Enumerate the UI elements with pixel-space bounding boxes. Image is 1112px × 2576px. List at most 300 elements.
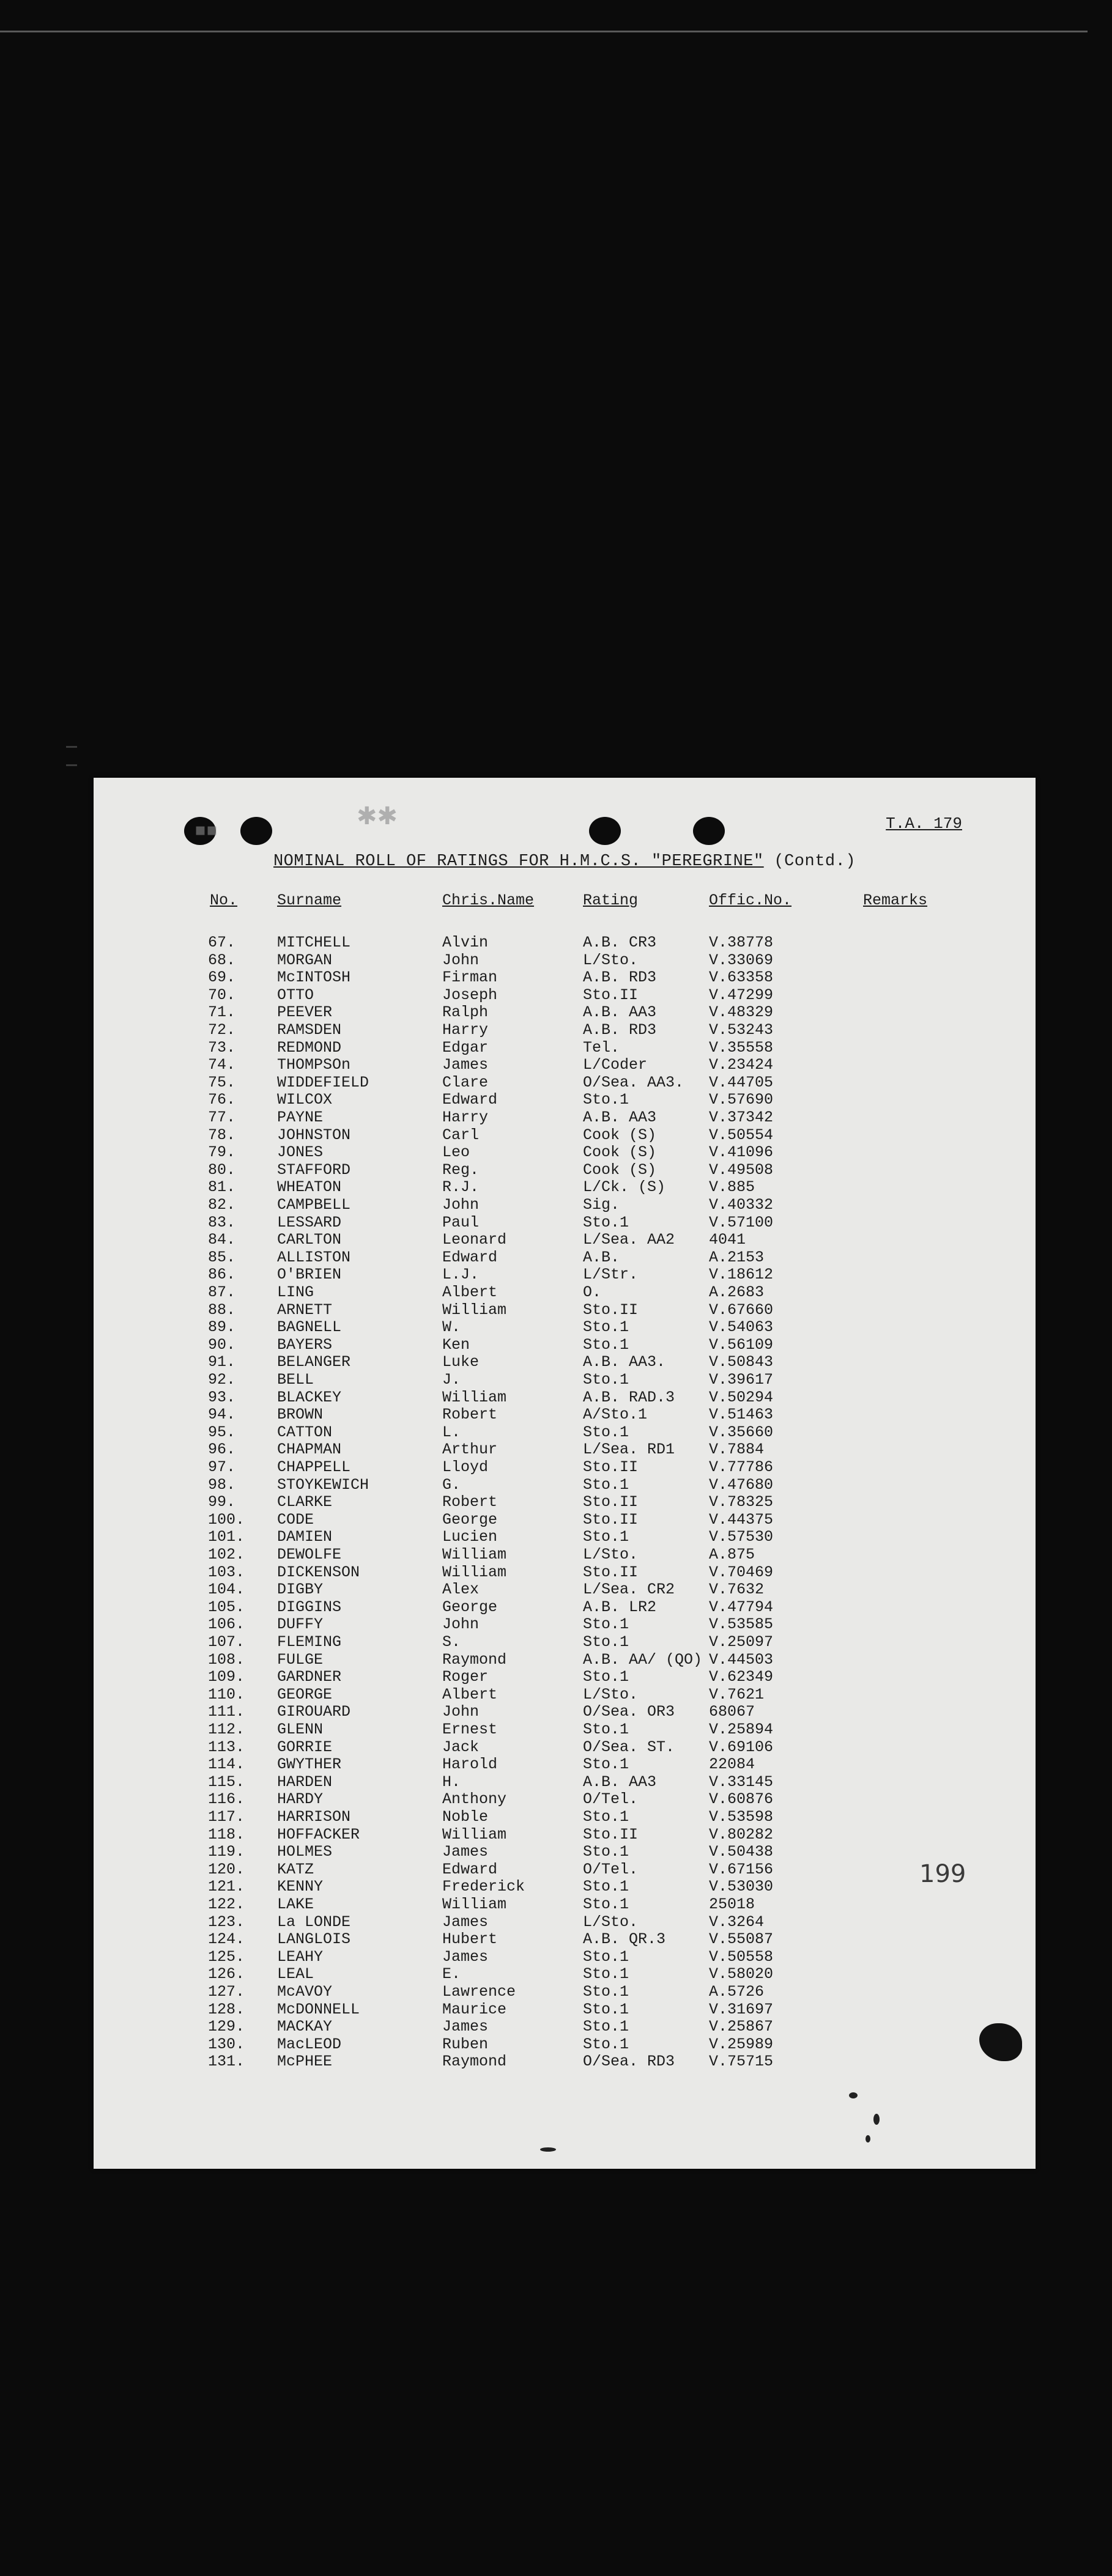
- row-chris-name: Frederick: [442, 1878, 525, 1896]
- row-number: 127.: [208, 1983, 245, 2001]
- row-offic-no: V.50294: [709, 1388, 774, 1406]
- row-chris-name: Edward: [442, 1091, 498, 1109]
- row-chris-name: William: [442, 1563, 507, 1581]
- row-chris-name: John: [442, 951, 480, 969]
- row-surname: DIGGINS: [277, 1598, 342, 1616]
- row-rating: A.B. RAD.3: [583, 1388, 675, 1406]
- row-offic-no: V.78325: [709, 1493, 774, 1511]
- row-surname: MITCHELL: [277, 934, 351, 951]
- faded-stamp-mark: ✱✱: [357, 802, 398, 830]
- table-row: [94, 1178, 1036, 1195]
- row-surname: CATTON: [277, 1423, 333, 1441]
- column-header-remarks: Remarks: [863, 891, 928, 909]
- row-rating: L/Sea. CR2: [583, 1581, 675, 1599]
- row-chris-name: R.J.: [442, 1178, 480, 1197]
- row-number: 129.: [208, 2018, 245, 2036]
- row-surname: DIGBY: [277, 1581, 324, 1599]
- row-offic-no: V.885: [709, 1178, 755, 1197]
- row-number: 114.: [208, 1755, 245, 1774]
- table-row: [94, 1703, 1036, 1720]
- table-row: [94, 969, 1036, 986]
- row-offic-no: V.75715: [709, 2053, 774, 2071]
- row-rating: L/Str.: [583, 1266, 639, 1284]
- row-surname: HARDY: [277, 1790, 324, 1809]
- row-chris-name: Raymond: [442, 2053, 507, 2071]
- row-number: 103.: [208, 1563, 245, 1581]
- row-surname: GWYTHER: [277, 1755, 342, 1774]
- row-rating: A.B. AA3.: [583, 1353, 666, 1371]
- row-offic-no: V.70469: [709, 1563, 774, 1581]
- row-surname: MacLEOD: [277, 2035, 342, 2053]
- row-offic-no: V.50558: [709, 1947, 774, 1966]
- row-offic-no: V.67660: [709, 1301, 774, 1319]
- row-surname: McDONNELL: [277, 2000, 360, 2018]
- row-offic-no: V.35558: [709, 1038, 774, 1057]
- row-offic-no: V.47680: [709, 1475, 774, 1494]
- row-chris-name: L.J.: [442, 1266, 480, 1284]
- row-surname: OTTO: [277, 986, 314, 1004]
- table-row: [94, 1283, 1036, 1301]
- row-number: 77.: [208, 1109, 236, 1126]
- row-chris-name: John: [442, 1703, 480, 1721]
- table-row: [94, 1406, 1036, 1423]
- table-row: [94, 1301, 1036, 1318]
- row-number: 92.: [208, 1371, 236, 1389]
- table-row: [94, 1458, 1036, 1475]
- row-number: 112.: [208, 1721, 245, 1738]
- row-number: 82.: [208, 1196, 236, 1214]
- row-surname: O'BRIEN: [277, 1266, 342, 1284]
- row-number: 109.: [208, 1668, 245, 1686]
- row-chris-name: Ernest: [442, 1721, 498, 1738]
- scan-edge-mark: [66, 746, 77, 748]
- row-offic-no: V.62349: [709, 1668, 774, 1686]
- row-surname: STAFFORD: [277, 1161, 351, 1179]
- row-number: 101.: [208, 1528, 245, 1546]
- row-offic-no: V.7621: [709, 1685, 765, 1703]
- row-offic-no: V.47299: [709, 986, 774, 1004]
- row-chris-name: Lucien: [442, 1528, 498, 1546]
- row-offic-no: V.55087: [709, 1930, 774, 1949]
- row-rating: Sto.1: [583, 1843, 629, 1861]
- table-row: [94, 1214, 1036, 1231]
- table-row: [94, 986, 1036, 1003]
- row-number: 120.: [208, 1860, 245, 1878]
- row-rating: O/Tel.: [583, 1860, 639, 1878]
- table-row: [94, 1266, 1036, 1283]
- row-offic-no: A.5726: [709, 1983, 765, 2001]
- table-row: [94, 1126, 1036, 1143]
- row-offic-no: V.63358: [709, 969, 774, 987]
- row-offic-no: A.875: [709, 1546, 755, 1563]
- row-chris-name: Noble: [442, 1808, 489, 1826]
- row-number: 69.: [208, 969, 236, 987]
- row-surname: BELANGER: [277, 1353, 351, 1371]
- row-number: 106.: [208, 1615, 245, 1634]
- table-row: [94, 1668, 1036, 1685]
- row-rating: A.B.: [583, 1248, 620, 1266]
- row-number: 85.: [208, 1248, 236, 1266]
- row-chris-name: W.: [442, 1318, 461, 1337]
- row-rating: Sto.1: [583, 1475, 629, 1494]
- row-rating: O/Sea. OR3: [583, 1703, 675, 1721]
- row-chris-name: Arthur: [442, 1441, 498, 1459]
- row-offic-no: V.50843: [709, 1353, 774, 1371]
- row-rating: O/Sea. AA3.: [583, 1073, 684, 1091]
- row-surname: WIDDEFIELD: [277, 1073, 369, 1091]
- row-surname: LAKE: [277, 1895, 314, 1913]
- table-row: [94, 2053, 1036, 2070]
- row-rating: Sto.II: [583, 986, 639, 1004]
- row-offic-no: V.49508: [709, 1161, 774, 1179]
- row-surname: WHEATON: [277, 1178, 342, 1197]
- row-chris-name: Edward: [442, 1860, 498, 1878]
- row-rating: Cook (S): [583, 1161, 657, 1179]
- row-number: 126.: [208, 1965, 245, 1984]
- table-row: [94, 1091, 1036, 1108]
- row-surname: La LONDE: [277, 1913, 351, 1931]
- row-rating: Sto.1: [583, 1423, 629, 1441]
- table-row: [94, 1476, 1036, 1493]
- row-surname: LANGLOIS: [277, 1930, 351, 1949]
- row-surname: McAVOY: [277, 1983, 333, 2001]
- row-chris-name: Robert: [442, 1406, 498, 1424]
- row-chris-name: Reg.: [442, 1161, 480, 1179]
- table-row: [94, 1353, 1036, 1370]
- table-row: [94, 1930, 1036, 1947]
- row-rating: A.B. CR3: [583, 934, 657, 951]
- row-chris-name: Ken: [442, 1335, 470, 1354]
- row-offic-no: 4041: [709, 1231, 746, 1249]
- row-rating: L/Sto.: [583, 1913, 639, 1931]
- punch-hole: [589, 817, 621, 845]
- row-number: 102.: [208, 1546, 245, 1563]
- row-chris-name: J.: [442, 1371, 461, 1389]
- row-rating: O/Tel.: [583, 1790, 639, 1809]
- row-surname: MACKAY: [277, 2018, 333, 2036]
- row-chris-name: Roger: [442, 1668, 489, 1686]
- table-row: [94, 1686, 1036, 1703]
- row-surname: McINTOSH: [277, 969, 351, 987]
- row-chris-name: Alex: [442, 1581, 480, 1599]
- row-surname: FLEMING: [277, 1633, 342, 1651]
- row-number: 88.: [208, 1301, 236, 1319]
- row-chris-name: William: [442, 1388, 507, 1406]
- row-rating: L/Ck. (S): [583, 1178, 666, 1197]
- table-row: [94, 1318, 1036, 1335]
- row-rating: Sto.1: [583, 1878, 629, 1896]
- row-chris-name: G.: [442, 1475, 461, 1494]
- row-offic-no: V.69106: [709, 1738, 774, 1756]
- column-header-surname: Surname: [277, 891, 342, 909]
- row-chris-name: Ruben: [442, 2035, 489, 2053]
- row-number: 68.: [208, 951, 236, 969]
- row-rating: L/Sea. AA2: [583, 1231, 675, 1249]
- row-rating: Sto.1: [583, 1668, 629, 1686]
- row-rating: A/Sto.1: [583, 1406, 648, 1424]
- table-row: [94, 1563, 1036, 1581]
- row-number: 90.: [208, 1335, 236, 1354]
- row-rating: Sto.1: [583, 1755, 629, 1774]
- row-chris-name: John: [442, 1615, 480, 1634]
- row-rating: O/Sea. ST.: [583, 1738, 675, 1756]
- row-surname: BROWN: [277, 1406, 324, 1424]
- table-row: [94, 1790, 1036, 1807]
- row-surname: DEWOLFE: [277, 1546, 342, 1563]
- row-offic-no: V.33145: [709, 1773, 774, 1791]
- row-offic-no: V.40332: [709, 1196, 774, 1214]
- table-row: [94, 1843, 1036, 1860]
- row-offic-no: V.47794: [709, 1598, 774, 1616]
- row-surname: HARDEN: [277, 1773, 333, 1791]
- row-offic-no: V.53585: [709, 1615, 774, 1634]
- row-surname: CARLTON: [277, 1231, 342, 1249]
- row-surname: THOMPSOn: [277, 1056, 351, 1074]
- row-number: 122.: [208, 1895, 245, 1913]
- row-number: 107.: [208, 1633, 245, 1651]
- row-offic-no: A.2683: [709, 1283, 765, 1301]
- row-offic-no: V.44375: [709, 1510, 774, 1529]
- row-offic-no: 68067: [709, 1703, 755, 1721]
- row-chris-name: William: [442, 1546, 507, 1563]
- row-surname: HOLMES: [277, 1843, 333, 1861]
- row-number: 130.: [208, 2035, 245, 2053]
- row-number: 71.: [208, 1003, 236, 1022]
- row-offic-no: V.25989: [709, 2035, 774, 2053]
- table-row: [94, 1808, 1036, 1825]
- row-number: 98.: [208, 1475, 236, 1494]
- row-number: 115.: [208, 1773, 245, 1791]
- row-surname: JOHNSTON: [277, 1126, 351, 1144]
- row-rating: A.B. AA3: [583, 1109, 657, 1126]
- row-chris-name: Carl: [442, 1126, 480, 1144]
- row-surname: PAYNE: [277, 1109, 324, 1126]
- row-chris-name: Leo: [442, 1143, 470, 1162]
- row-number: 110.: [208, 1685, 245, 1703]
- row-rating: Sto.II: [583, 1510, 639, 1529]
- title-suffix: (Contd.): [763, 852, 856, 871]
- row-rating: Cook (S): [583, 1126, 657, 1144]
- row-offic-no: V.77786: [709, 1458, 774, 1476]
- row-surname: McPHEE: [277, 2053, 333, 2071]
- row-rating: L/Sto.: [583, 1685, 639, 1703]
- row-rating: Tel.: [583, 1038, 620, 1057]
- row-rating: A.B. RD3: [583, 1021, 657, 1039]
- row-offic-no: V.58020: [709, 1965, 774, 1984]
- row-offic-no: V.56109: [709, 1335, 774, 1354]
- table-row: [94, 1109, 1036, 1126]
- row-number: 128.: [208, 2000, 245, 2018]
- row-number: 108.: [208, 1650, 245, 1669]
- table-row: [94, 1598, 1036, 1615]
- row-offic-no: V.31697: [709, 2000, 774, 2018]
- ink-speck: [540, 2147, 556, 2152]
- row-number: 70.: [208, 986, 236, 1004]
- row-rating: Sto.1: [583, 1335, 629, 1354]
- row-chris-name: George: [442, 1598, 498, 1616]
- row-number: 87.: [208, 1283, 236, 1301]
- table-row: [94, 1423, 1036, 1441]
- row-number: 95.: [208, 1423, 236, 1441]
- row-surname: GORRIE: [277, 1738, 333, 1756]
- row-chris-name: James: [442, 1913, 489, 1931]
- row-chris-name: George: [442, 1510, 498, 1529]
- row-chris-name: Clare: [442, 1073, 489, 1091]
- row-surname: STOYKEWICH: [277, 1475, 369, 1494]
- row-number: 81.: [208, 1178, 236, 1197]
- page-title: [94, 852, 1036, 871]
- table-row: [94, 1826, 1036, 1843]
- row-chris-name: Ralph: [442, 1003, 489, 1022]
- row-surname: ALLISTON: [277, 1248, 351, 1266]
- row-number: 96.: [208, 1441, 236, 1459]
- table-row: [94, 1249, 1036, 1266]
- row-number: 72.: [208, 1021, 236, 1039]
- row-offic-no: V.25867: [709, 2018, 774, 2036]
- table-row: [94, 1143, 1036, 1161]
- table-row: [94, 1913, 1036, 1930]
- row-rating: A.B. LR2: [583, 1598, 657, 1616]
- row-chris-name: Robert: [442, 1493, 498, 1511]
- row-rating: Sto.II: [583, 1493, 639, 1511]
- row-rating: Sto.1: [583, 1721, 629, 1738]
- row-surname: RAMSDEN: [277, 1021, 342, 1039]
- faded-stamp-mark: ▪▪: [195, 819, 218, 840]
- title-text: NOMINAL ROLL OF RATINGS FOR H.M.C.S. "PEREGRINE": [273, 852, 764, 871]
- row-offic-no: V.25097: [709, 1633, 774, 1651]
- row-rating: L/Sea. RD1: [583, 1441, 675, 1459]
- row-surname: WILCOX: [277, 1091, 333, 1109]
- table-row: [94, 1196, 1036, 1213]
- row-rating: O.: [583, 1283, 602, 1301]
- row-chris-name: Albert: [442, 1685, 498, 1703]
- row-offic-no: V.53598: [709, 1808, 774, 1826]
- row-rating: Sto.1: [583, 1633, 629, 1651]
- row-offic-no: V.60876: [709, 1790, 774, 1809]
- table-row: [94, 1371, 1036, 1388]
- ink-speck: [866, 2135, 870, 2142]
- row-number: 83.: [208, 1213, 236, 1231]
- row-rating: Sto.1: [583, 1808, 629, 1826]
- row-surname: PEEVER: [277, 1003, 333, 1022]
- row-offic-no: V.7632: [709, 1581, 765, 1599]
- row-offic-no: V.35660: [709, 1423, 774, 1441]
- column-header-offic-no: Offic.No.: [709, 891, 792, 909]
- row-number: 67.: [208, 934, 236, 951]
- column-header-chris-name: Chris.Name: [442, 891, 535, 909]
- row-rating: Cook (S): [583, 1143, 657, 1162]
- row-offic-no: V.53030: [709, 1878, 774, 1896]
- row-rating: Sto.1: [583, 1895, 629, 1913]
- table-row: [94, 1493, 1036, 1510]
- row-chris-name: Lloyd: [442, 1458, 489, 1476]
- punch-hole: [693, 817, 725, 845]
- table-row: [94, 951, 1036, 969]
- table-row: [94, 1003, 1036, 1020]
- row-rating: A.B. AA/ (QO): [583, 1650, 703, 1669]
- row-offic-no: V.57690: [709, 1091, 774, 1109]
- row-surname: DICKENSON: [277, 1563, 360, 1581]
- row-offic-no: 22084: [709, 1755, 755, 1774]
- row-offic-no: V.57530: [709, 1528, 774, 1546]
- row-chris-name: William: [442, 1825, 507, 1843]
- table-row: [94, 1336, 1036, 1353]
- table-row: [94, 1161, 1036, 1178]
- row-surname: BAGNELL: [277, 1318, 342, 1337]
- row-surname: JONES: [277, 1143, 324, 1162]
- row-rating: Sto.1: [583, 2035, 629, 2053]
- row-rating: Sto.II: [583, 1825, 639, 1843]
- document-page: [94, 778, 1036, 2169]
- row-rating: Sto.1: [583, 1983, 629, 2001]
- row-chris-name: H.: [442, 1773, 461, 1791]
- row-number: 99.: [208, 1493, 236, 1511]
- row-surname: LING: [277, 1283, 314, 1301]
- row-number: 105.: [208, 1598, 245, 1616]
- row-offic-no: 25018: [709, 1895, 755, 1913]
- row-surname: CHAPPELL: [277, 1458, 351, 1476]
- row-chris-name: Harry: [442, 1109, 489, 1126]
- ink-speck: [849, 2092, 858, 2098]
- table-row: [94, 2018, 1036, 2035]
- column-header-rating: Rating: [583, 891, 639, 909]
- row-rating: L/Coder: [583, 1056, 648, 1074]
- row-offic-no: V.23424: [709, 1056, 774, 1074]
- row-rating: Sig.: [583, 1196, 620, 1214]
- table-row: [94, 1441, 1036, 1458]
- row-chris-name: E.: [442, 1965, 461, 1984]
- table-row: [94, 1738, 1036, 1755]
- row-rating: Sto.II: [583, 1301, 639, 1319]
- row-offic-no: V.54063: [709, 1318, 774, 1337]
- row-surname: LESSARD: [277, 1213, 342, 1231]
- row-number: 74.: [208, 1056, 236, 1074]
- row-chris-name: Edgar: [442, 1038, 489, 1057]
- row-number: 117.: [208, 1808, 245, 1826]
- punch-hole: [240, 817, 272, 845]
- row-chris-name: Lawrence: [442, 1983, 516, 2001]
- row-rating: Sto.1: [583, 1091, 629, 1109]
- row-number: 86.: [208, 1266, 236, 1284]
- row-chris-name: Harry: [442, 1021, 489, 1039]
- row-number: 111.: [208, 1703, 245, 1721]
- table-row: [94, 1581, 1036, 1598]
- row-surname: BAYERS: [277, 1335, 333, 1354]
- row-offic-no: V.38778: [709, 934, 774, 951]
- row-surname: GIROUARD: [277, 1703, 351, 1721]
- row-offic-no: V.80282: [709, 1825, 774, 1843]
- row-rating: Sto.1: [583, 2018, 629, 2036]
- row-rating: Sto.1: [583, 1528, 629, 1546]
- row-chris-name: Albert: [442, 1283, 498, 1301]
- row-surname: KENNY: [277, 1878, 324, 1896]
- row-surname: HOFFACKER: [277, 1825, 360, 1843]
- row-surname: FULGE: [277, 1650, 324, 1669]
- row-offic-no: V.67156: [709, 1860, 774, 1878]
- row-surname: DUFFY: [277, 1615, 324, 1634]
- table-row: [94, 1511, 1036, 1528]
- row-number: 100.: [208, 1510, 245, 1529]
- row-rating: Sto.1: [583, 1213, 629, 1231]
- row-surname: BELL: [277, 1371, 314, 1389]
- row-number: 75.: [208, 1073, 236, 1091]
- row-surname: MORGAN: [277, 951, 333, 969]
- row-chris-name: Firman: [442, 969, 498, 987]
- row-surname: BLACKEY: [277, 1388, 342, 1406]
- row-chris-name: Alvin: [442, 934, 489, 951]
- row-surname: GEORGE: [277, 1685, 333, 1703]
- row-rating: Sto.1: [583, 1965, 629, 1984]
